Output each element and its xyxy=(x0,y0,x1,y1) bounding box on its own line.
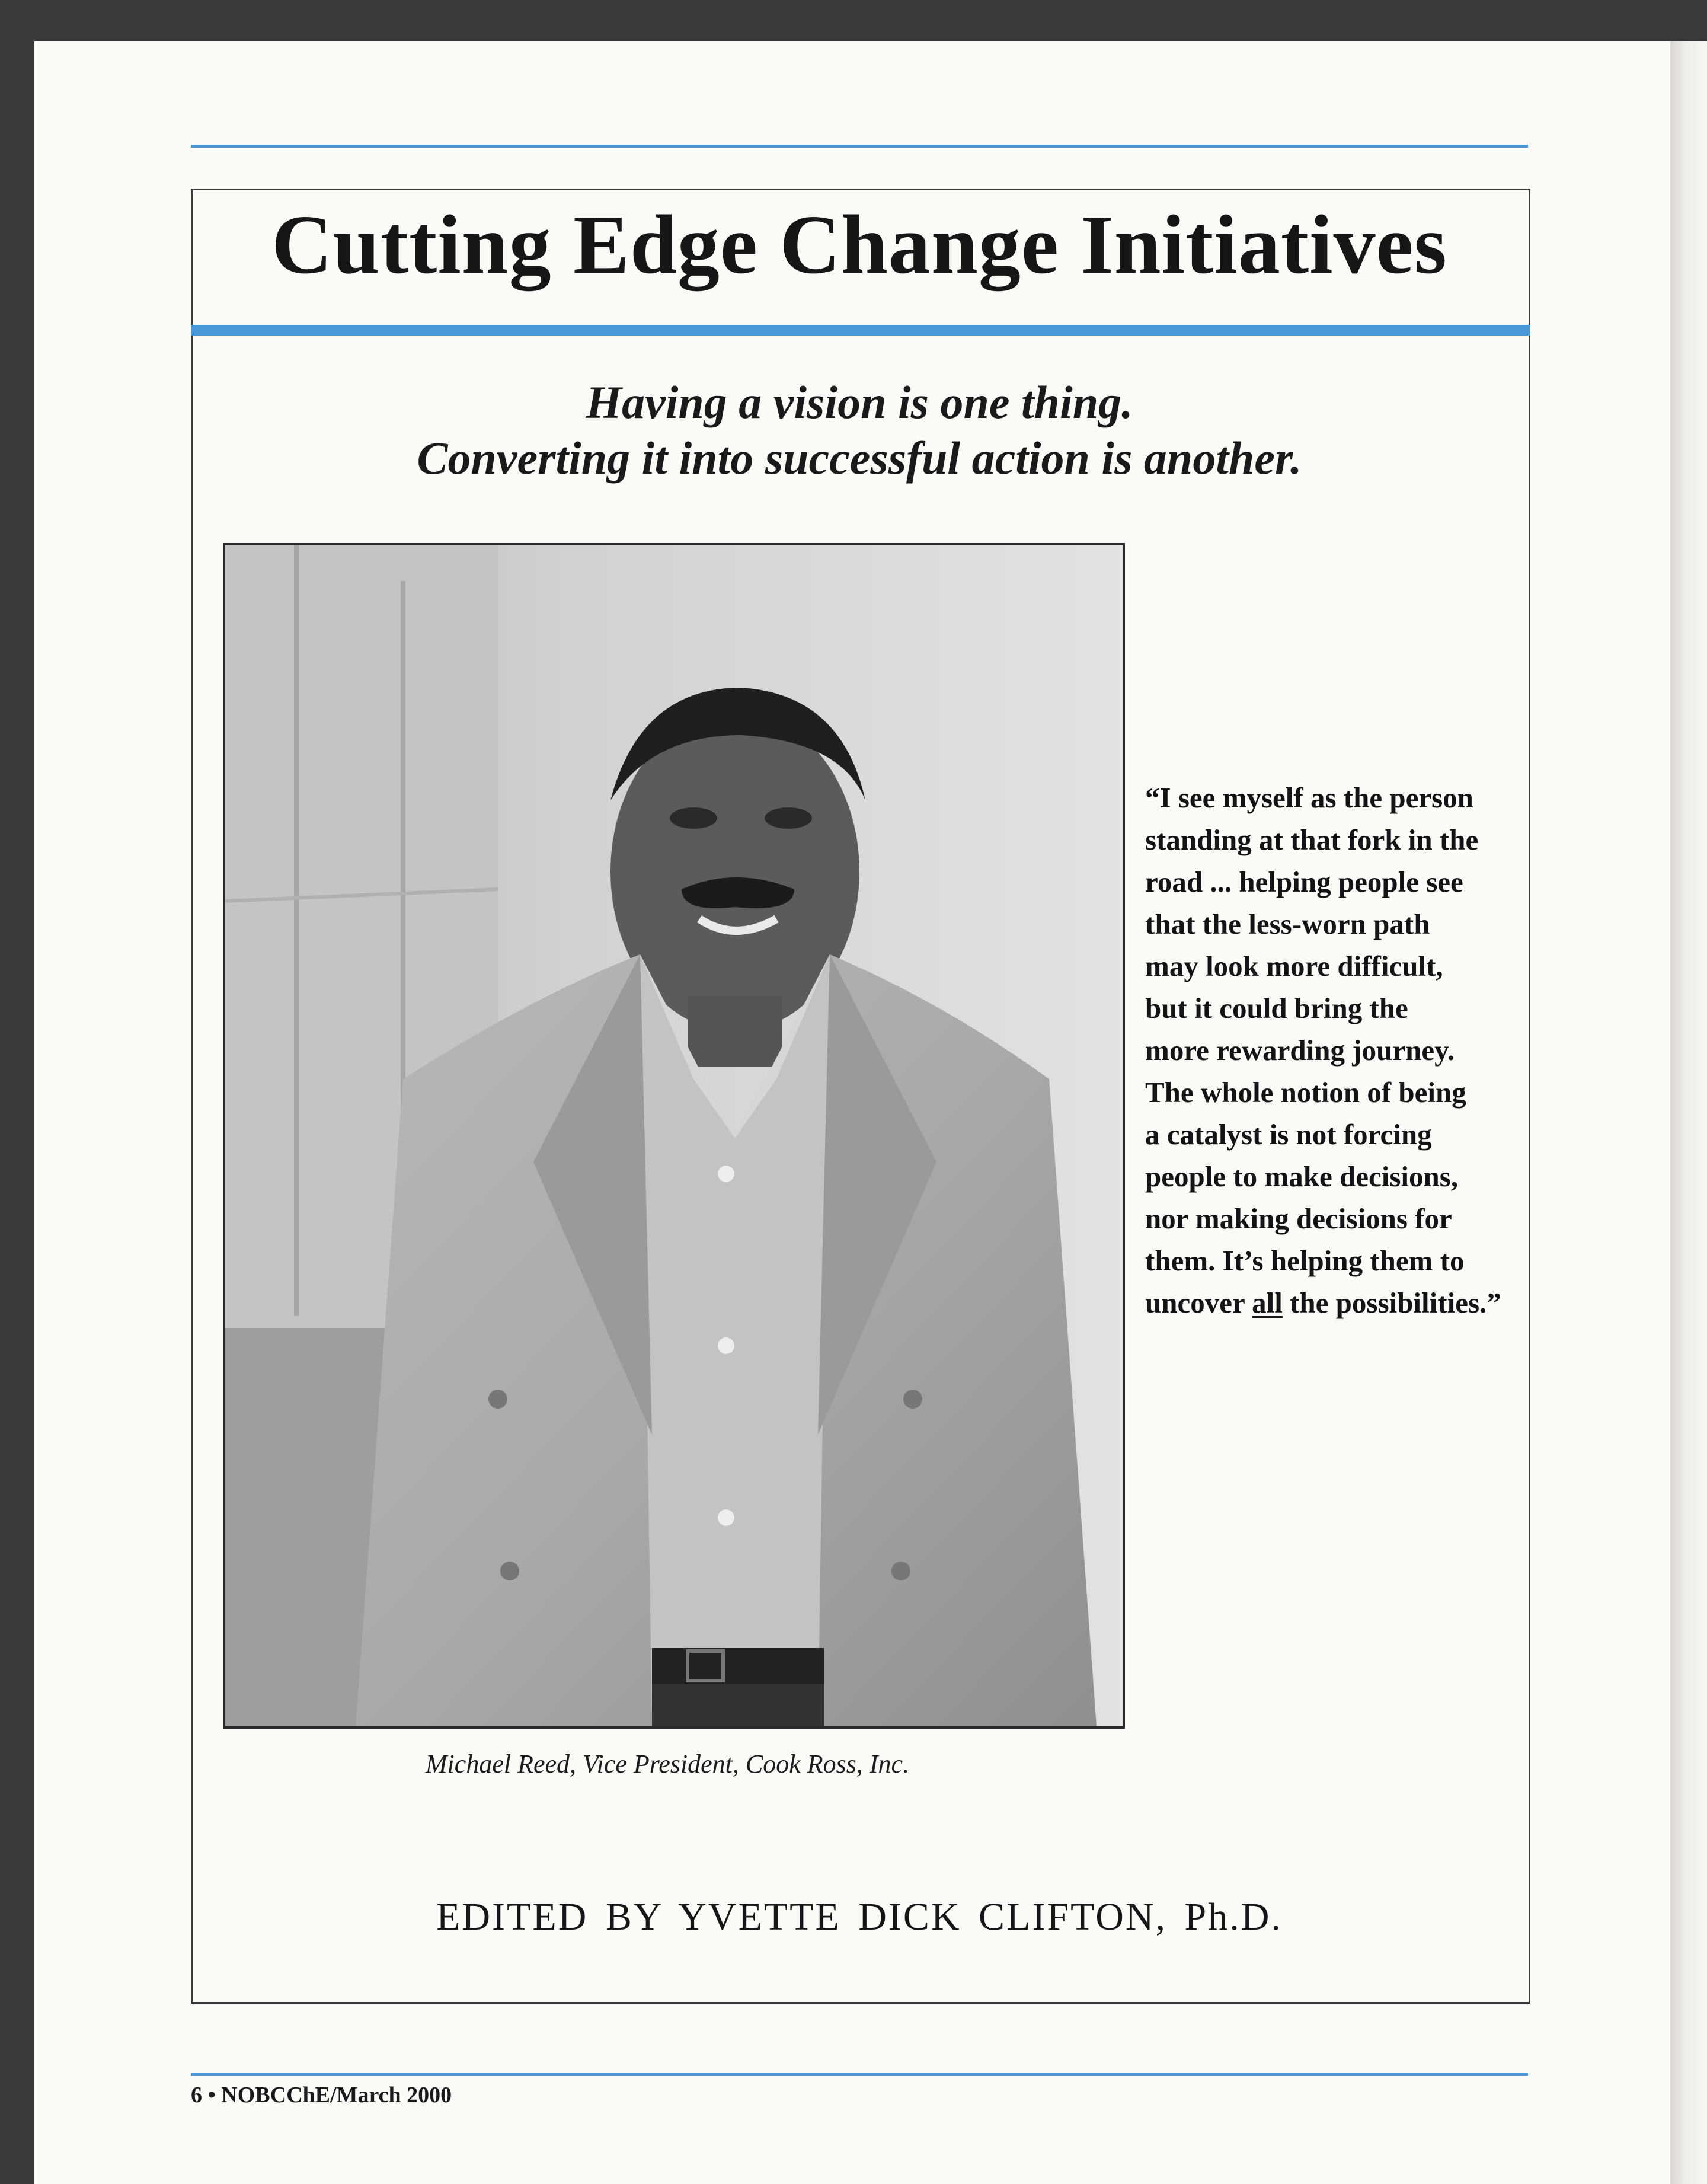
quote-last-before: uncover xyxy=(1145,1286,1252,1319)
article-subtitle xyxy=(196,375,1523,486)
title-blue-rule xyxy=(191,325,1530,336)
quote-last-after: the possibilities.” xyxy=(1282,1286,1501,1319)
quote-line: but it could bring the xyxy=(1145,992,1408,1024)
bottom-blue-rule xyxy=(191,2073,1528,2076)
quote-line: road ... helping people see xyxy=(1145,866,1463,898)
editor-credit: EDITED BY YVETTE DICK CLIFTON, Ph.D. xyxy=(436,1895,1283,1939)
subtitle-line-1: Having a vision is one thing. xyxy=(586,376,1133,428)
quote-line: “I see myself as the person xyxy=(1145,781,1473,814)
portrait-illustration xyxy=(225,545,1123,1726)
quote-line: them. It’s helping them to xyxy=(1145,1244,1465,1277)
article-title: Cutting Edge Change Initiatives xyxy=(271,197,1447,291)
quote-last-line xyxy=(1145,1282,1530,1324)
subtitle-line-2: Converting it into successful action is another. xyxy=(417,432,1302,484)
quote-emphasis: all xyxy=(1252,1286,1283,1319)
quote-line: people to make decisions, xyxy=(1145,1160,1459,1193)
quote-line: The whole notion of being xyxy=(1145,1076,1466,1109)
quote-line: may look more difficult, xyxy=(1145,950,1443,982)
photo-caption: Michael Reed, Vice President, Cook Ross, Inc. xyxy=(425,1749,910,1779)
pull-quote xyxy=(1145,777,1530,1324)
quote-line: a catalyst is not forcing xyxy=(1145,1118,1432,1151)
quote-line: standing at that fork in the xyxy=(1145,823,1479,856)
portrait-photo xyxy=(223,543,1125,1729)
facing-page-edge xyxy=(1670,41,1707,2184)
quote-line: that the less-worn path xyxy=(1145,908,1430,940)
top-blue-rule xyxy=(191,145,1528,148)
page-footer: 6 • NOBCChE/March 2000 xyxy=(191,2083,452,2108)
quote-line: nor making decisions for xyxy=(1145,1202,1452,1235)
quote-line: more rewarding journey. xyxy=(1145,1034,1455,1067)
